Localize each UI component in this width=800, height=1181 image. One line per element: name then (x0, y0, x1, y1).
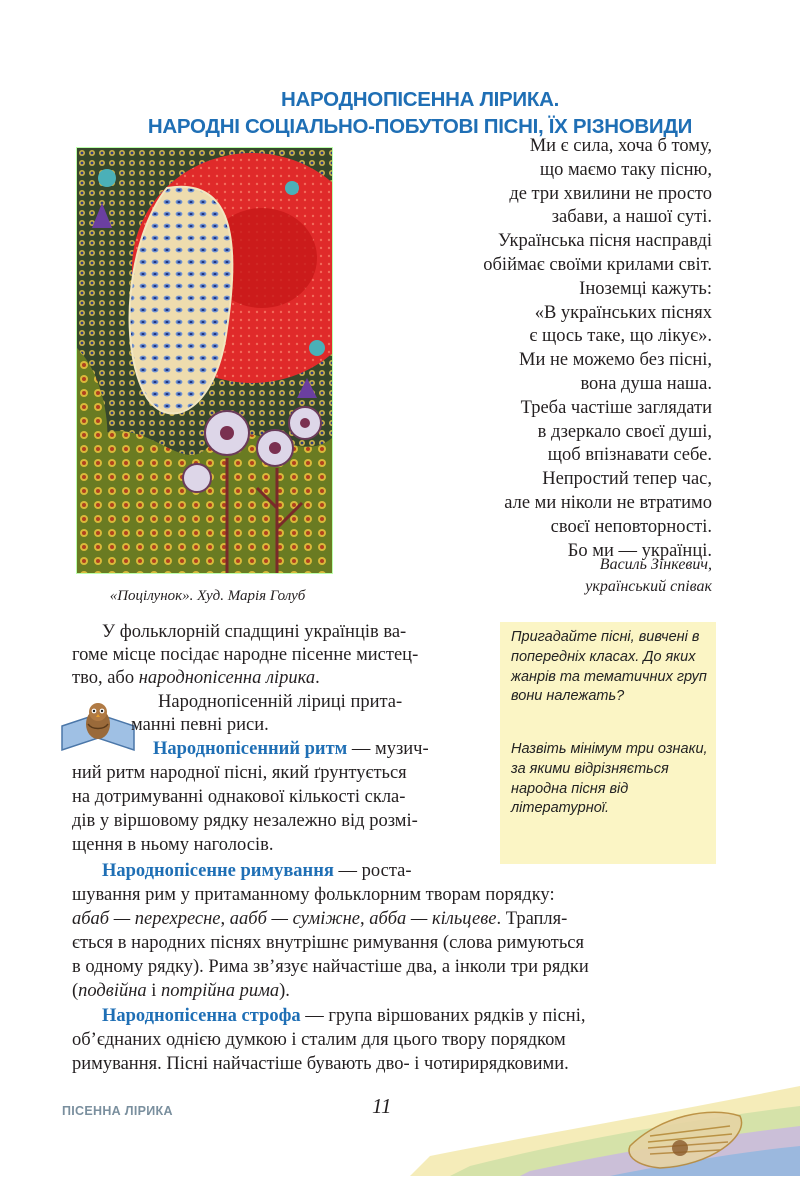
text-line: в одному рядку). Рима зв’язує найчастіше два, а інколи три рядки (72, 957, 589, 977)
poem-line: Ми не можемо без пісні, (519, 350, 712, 371)
title-line-2: НАРОДНІ СОЦІАЛЬНО-ПОБУТОВІ ПІСНІ, ЇХ РІЗНОВИДИ (147, 115, 693, 138)
tip-box (500, 622, 716, 864)
poem-author (380, 554, 712, 598)
poem-line: Бо ми — українці. (567, 540, 712, 561)
poem-line: є щось таке, що лікує». (529, 326, 712, 347)
text-line: ний ритм народної пісні, який ґрунтується (72, 763, 407, 783)
poem-line: де три хвилини не просто (509, 183, 712, 204)
poem-line: що маємо таку пісню, (539, 159, 712, 180)
tip-question-1: Пригадайте пісні, вивчені в попередніх класах. До яких жанрів та тематичних груп вони належать? (511, 629, 707, 705)
author-name: Василь Зінкевич, (599, 556, 712, 573)
poem-line: щоб впізнавати себе. (547, 445, 712, 466)
text-line: щення в ньому наголосів. (72, 835, 274, 855)
term-rhyme: Народнопісенне римування (102, 861, 334, 881)
text-line: Народнопісенний ритм — музич- (153, 739, 429, 759)
poem-line: Іноземці кажуть: (579, 278, 712, 299)
poem-line: обіймає своїми крилами світ. (483, 254, 712, 275)
text-line: римування. Пісні найчастіше бувають дво- і чотирирядковими. (72, 1054, 569, 1074)
page-number: 11 (372, 1094, 392, 1118)
text-line: тво, або народнопісенна лірика. (72, 668, 320, 688)
title-line-1: НАРОДНОПІСЕННА ЛІРИКА. (281, 88, 559, 111)
poem-line: Українська пісня насправді (498, 231, 712, 252)
term-italic: народнопісенна лірика (138, 668, 316, 688)
text-line: на дотримуванні однакової кількості скла- (72, 787, 406, 807)
text-line: Народнопісенне римування — роста- (102, 861, 412, 881)
text-line: шування рим у притаманному фольклорним творам порядку: (72, 885, 555, 905)
poem-line: Непростий тепер час, (542, 469, 712, 490)
poem-line: забави, а нашої суті. (551, 207, 712, 228)
poem-block (380, 135, 712, 563)
owl-book-icon (58, 700, 136, 761)
text-line: манні певні риси. (131, 715, 269, 735)
text-line: абаб — перехресне, аабб — суміжне, абба — кільцеве. Трапля- (72, 909, 568, 929)
section-label: ПІСЕННА ЛІРИКА (62, 1104, 173, 1118)
decorative-swoosh-icon (410, 1076, 800, 1181)
text-line: гоме місце посідає народне пісенне мистец- (72, 645, 419, 665)
author-role: український співак (585, 578, 712, 595)
term-rhythm: Народнопісенний ритм (153, 739, 348, 759)
text-line: Народнопісенній ліриці прита- (158, 692, 403, 712)
tip-question-2: Назвіть мінімум три ознаки, за якими відрізняється народна пісня від літературної. (511, 741, 708, 817)
term-stanza: Народнопісенна строфа (102, 1006, 301, 1026)
text-line: У фольклорній спадщині українців ва- (102, 622, 407, 642)
poem-line: Треба частіше заглядати (520, 397, 712, 418)
painting-image (76, 147, 333, 574)
figure-caption: «Поцілунок». Худ. Марія Голуб (109, 588, 306, 604)
poem-line: в дзеркало своєї душі, (537, 421, 712, 442)
poem-line: але ми ніколи не втратимо (504, 492, 712, 513)
text-line: Народнопісенна строфа — група віршованих рядків у пісні, (102, 1006, 586, 1026)
text-line: дів у віршовому рядку незалежно від розмі- (72, 811, 418, 831)
poem-line: Ми є сила, хоча б тому, (529, 136, 712, 156)
text-line: (подвійна і потрійна рима). (72, 981, 290, 1001)
poem-line: своєї неповторності. (550, 516, 712, 537)
text-line: об’єднаних однією думкою і сталим для цього твору порядком (72, 1030, 566, 1050)
text-line: ється в народних піснях внутрішнє римування (слова римуються (72, 933, 585, 953)
poem-line: «В українських піснях (534, 302, 712, 323)
poem-line: вона душа наша. (580, 373, 712, 394)
